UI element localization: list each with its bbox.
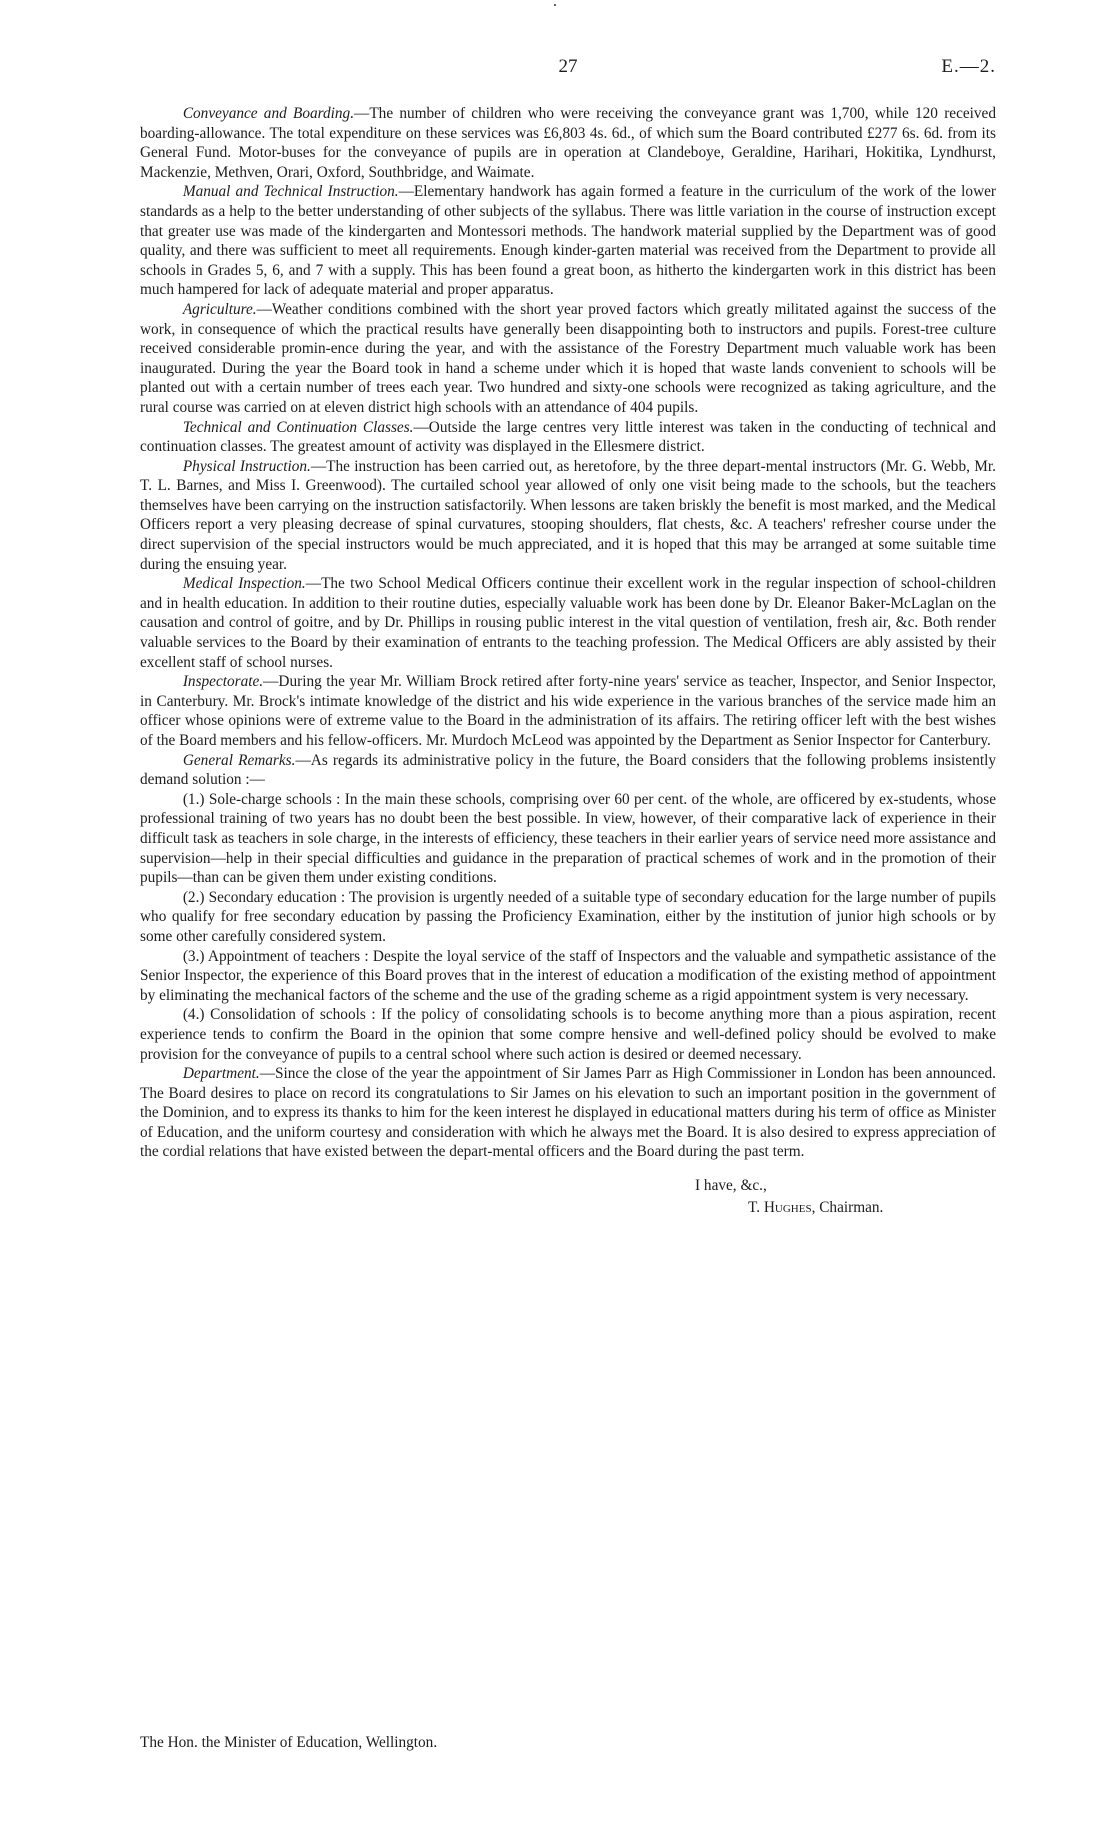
paragraph-text: —During the year Mr. William Brock retired after forty-nine years' service as teacher, Inspector, and Senior Inspector, in Canterbury. Mr. Brock's intimate knowledge of the district and his wide experience in the various branches of the service made him an officer whose opinions were of extreme value to the Board in the administration of its affairs. The retiring officer left with the best wishes of the Board members and his fellow-officers. Mr. Murdoch McLeod was appointed by the Department as Senior Inspector for Canterbury. [140,673,996,749]
paragraph-text: —The number of children who were receiving the conveyance grant was 1,700, while 120 received boarding-allowance. The total expenditure on these services was £6,803 4s. 6d., of which sum the Board contributed £277 6s. 6d. from its General Fund. Motor-buses for the conveyance of pupils are in operation at Clandeboye, Geraldine, Harihari, Hokitika, Lyndhurst, Mackenzie, Methven, Orari, Oxford, Southbridge, and Waimate. [140,105,996,181]
paragraph-text: (1.) Sole-charge schools : In the main these schools, comprising over 60 per cent. of the whole, are officered by ex-students, whose professional training of two years has no doubt been the best possible. In view, however, of their comparative lack of experience in their difficult task as teachers in sole charge, in the interests of efficiency, these teachers in their earlier years of service need more assistance and supervision—help in their special difficulties and guidance in the preparation of practical schemes of work and in the promotion of their pupils—than can be given them under existing conditions. [140,790,996,887]
section-heading: Conveyance and Boarding. [182,105,355,122]
scan-mark [554,4,556,6]
section-heading: Inspectorate. [182,673,264,691]
section-paragraph [140,300,996,418]
section-paragraph [140,1064,996,1162]
paragraph-text: —The instruction has been carried out, as heretofore, by the three depart-mental instructors (Mr. G. Webb, Mr. T. L. Barnes, and Miss I. Greenwood). The curtailed school year allowed of only one visit being made to the schools, but the teachers themselves have been carrying on the instruction satisfactorily. When lessons are taken briskly the benefit is most marked, and the Medical Officers report a very pleasing decrease of spinal curvatures, stooping shoulders, flat chests, &c. A teachers' refresher course under the direct supervision of the special instructors would be much appreciated, and it is hoped that this may be arranged at some suitable time during the ensuing year. [140,457,996,573]
section-heading: Physical Instruction. [182,457,311,475]
paragraph-text: (4.) Consolidation of schools : If the policy of consolidating schools is to become anything more than a pious aspiration, recent experience tends to confirm the Board in the opinion that some compre hensive and well-defined policy should be evolved to make provision for the conveyance of pupils to a central school where such action is desired or deemed necessary. [140,1006,996,1063]
section-paragraph [140,182,996,300]
paragraph-text: —Elementary handwork has again formed a feature in the curriculum of the work of the lower standards as a help to the better understanding of other subjects of the syllabus. There was little variation in the course of instruction except that greater use was made of the kindergarten and Montessori methods. The handwork material supplied by the Department was of good quality, and there was sufficient to meet all requirements. Enough kinder-garten material was received from the Department to provide all schools in Grades 5, 6, and 7 with a supply. This has been found a great boon, as hitherto the kindergarten work in this district has been much hampered for lack of adequate material and proper apparatus. [140,183,996,299]
numbered-paragraph [140,790,996,888]
signature-surname: Hughes [763,1199,812,1216]
paragraph-text: —Weather conditions combined with the short year proved factors which greatly militated against the success of the work, in consequence of which the practical results have generally been disappointing both to instructors and pupils. Forest-tree culture received considerable promin-ence during the year, and with the assistance of the Forestry Department much valuable work has been inaugurated. During the year the Board took in hand a scheme under which it is hoped that waste lands convenient to schools will be planted out with a certain number of trees each year. Two hundred and sixty-one schools were recognized as taking agriculture, and the rural course was carried on at eleven district high schools with an attendance of 404 pupils. [140,300,996,416]
page-header [140,56,996,86]
paragraph-text: (3.) Appointment of teachers : Despite the loyal service of the staff of Inspectors and the valuable and sympathetic assistance of the Senior Inspector, the experience of this Board proves that in the interest of education a modification of the existing method of appointment by eliminating the mechanical factors of the scheme and the use of the grading scheme as a rigid appointment system is very necessary. [140,947,996,1004]
paragraph-text: —The two School Medical Officers continue their excellent work in the regular inspection of school-children and in health education. In addition to their routine duties, especially valuable work has been done by Dr. Eleanor Baker-McLaglan on the causation and control of goitre, and by Dr. Phillips in rousing public interest in the vital question of ventilation, fresh air, &c. Both render valuable services to the Board by their examination of entrants to the teaching profession. The Medical Officers are ably assisted by their excellent staff of school nurses. [140,575,996,671]
section-paragraph [140,457,996,575]
section-paragraph [140,574,996,672]
section-paragraph [140,751,996,790]
document-reference: E.—2. [941,56,996,77]
section-heading: Manual and Technical Instruction. [182,183,399,201]
numbered-paragraph [140,1005,996,1064]
signature-initial: T. [748,1199,764,1216]
signature [748,1198,883,1218]
paragraph-text: —Outside the large centres very little interest was taken in the conducting of technical and continuation classes. The greatest amount of activity was displayed in the Ellesmere district. [140,418,997,456]
paragraph-text: —Since the close of the year the appointment of Sir James Parr as High Commissioner in London has been announced. The Board desires to place on record its congratulations to Sir James on his elevation to such an important position in the government of the Dominion, and to express its thanks to him for the keen interest he displayed in educational matters during his term of office as Minister of Education, and the uniform courtesy and consideration with which he always met the Board. It is also desired to express appreciation of the cordial relations that have existed between the depart-mental officers and the Board during the past term. [140,1065,996,1161]
section-heading: Medical Inspection. [182,575,306,593]
section-heading: General Remarks. [182,751,296,769]
salutation: I have, &c., [695,1177,767,1194]
section-heading: Department. [182,1065,260,1083]
page-number: 27 [558,56,578,77]
addressee: The Hon. the Minister of Education, Wellington. [140,1734,438,1751]
signature-title: , Chairman. [811,1199,884,1216]
section-paragraph [140,104,996,182]
section-heading: Agriculture. [182,300,257,318]
section-heading: Technical and Continuation Classes. [182,418,414,436]
paragraph-text: —As regards its administrative policy in the future, the Board considers that the following problems insistently demand solution :— [140,751,996,789]
paragraph-text: (2.) Secondary education : The provision is urgently needed of a suitable type of secondary education for the large number of pupils who qualify for free secondary education by passing the Proficiency Examination, either by the institution of junior high schools or by some other carefully considered system. [140,888,996,945]
section-paragraph [140,418,996,457]
numbered-paragraph [140,888,996,947]
numbered-paragraph [140,947,996,1006]
report-body [140,104,996,1162]
section-paragraph [140,672,996,750]
